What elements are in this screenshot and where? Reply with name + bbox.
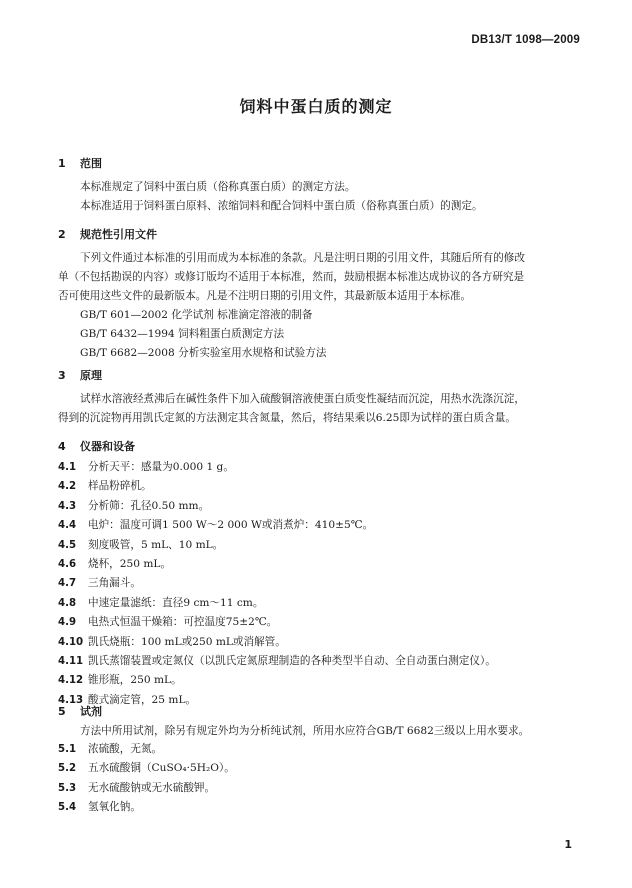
item-text: 分析天平：感量为0.000 1 g。	[88, 461, 234, 473]
list-item	[58, 574, 578, 593]
item-text: 烧杯，250 mL。	[88, 558, 172, 571]
section-number: 2	[58, 228, 66, 241]
item-text: 氢氧化钠。	[88, 801, 141, 814]
item-number: 4.13	[58, 694, 84, 706]
item-number: 4.9	[58, 617, 77, 629]
section-2-heading	[58, 226, 157, 242]
item-number: 4.4	[58, 520, 77, 532]
item-text: 分析筛：孔径0.50 mm。	[88, 499, 210, 512]
item-number: 4.6	[58, 559, 77, 571]
section-title: 规范性引用文件	[80, 228, 157, 241]
reagent-list	[58, 740, 578, 818]
reference-item: GB/T 601—2002 化学试剂 标准滴定溶液的制备	[80, 309, 313, 321]
list-item	[58, 555, 578, 574]
page-number: 1	[564, 838, 572, 851]
section-3-heading	[58, 367, 102, 383]
list-item	[58, 779, 578, 798]
item-number: 4.7	[58, 578, 77, 590]
item-text: 酸式滴定管，25 mL。	[88, 693, 197, 706]
section-1-heading	[58, 155, 102, 171]
section-5-body	[58, 722, 558, 741]
item-text: 电炉：温度可调1 500 W～2 000 W或消煮炉：410±5℃。	[88, 519, 374, 532]
list-item	[58, 759, 578, 778]
section-title: 范围	[80, 157, 102, 170]
section-number: 4	[58, 440, 66, 453]
list-item	[58, 652, 578, 671]
item-text: 凯氏烧瓶：100 mL或250 mL或消解管。	[88, 635, 286, 648]
paragraph-line: 试样水溶液经煮沸后在碱性条件下加入硫酸铜溶液使蛋白质变性凝结而沉淀，用热水洗涤沉淀，	[80, 393, 525, 405]
list-item	[58, 497, 578, 516]
list-item	[58, 516, 578, 535]
paragraph-line: 本标准适用于饲料蛋白原料、浓缩饲料和配合饲料中蛋白质（俗称真蛋白质）的测定。	[80, 200, 483, 212]
list-item	[58, 671, 578, 690]
item-text: 三角漏斗。	[88, 577, 141, 590]
item-text: 刻度吸管，5 mL、10 mL。	[88, 538, 224, 551]
paragraph-line: 本标准规定了饲料中蛋白质（俗称真蛋白质）的测定方法。	[80, 181, 356, 193]
reference-item: GB/T 6432—1994 饲料粗蛋白质测定方法	[80, 328, 285, 340]
paragraph-line: 单（不包括勘误的内容）或修订版均不适用于本标准，然而，鼓励根据本标准达成协议的各方研究是	[58, 271, 525, 283]
list-item	[58, 594, 578, 613]
list-item	[58, 798, 578, 817]
item-text: 中速定量滤纸：直径9 cm～11 cm。	[88, 596, 264, 609]
item-number: 4.2	[58, 481, 77, 493]
reference-item: GB/T 6682—2008 分析实验室用水规格和试验方法	[80, 347, 327, 359]
list-item	[58, 458, 578, 477]
item-text: 样品粉碎机。	[88, 480, 152, 493]
list-item	[58, 633, 578, 652]
section-5-heading	[58, 703, 102, 719]
item-number: 5.3	[58, 782, 77, 794]
standard-code: DB13/T 1098—2009	[471, 34, 580, 46]
paragraph-line: 得到的沉淀物再用凯氏定氮的方法测定其含氮量，然后，将结果乘以6.25即为试样的蛋白质含量。	[58, 412, 516, 424]
item-text: 五水硫酸铜（CuSO₄·5H₂O）。	[88, 762, 235, 775]
item-text: 电热式恒温干燥箱：可控温度75±2℃。	[88, 616, 278, 629]
section-4-heading	[58, 438, 135, 454]
equipment-list	[58, 458, 578, 710]
item-number: 5.2	[58, 763, 77, 775]
item-text: 锥形瓶，250 mL。	[88, 674, 182, 687]
list-item	[58, 613, 578, 632]
item-text: 凯氏蒸馏装置或定氮仪（以凯氏定氮原理制造的各种类型半自动、全自动蛋白测定仪）。	[88, 655, 496, 668]
section-title: 试剂	[80, 705, 102, 718]
paragraph-line: 下列文件通过本标准的引用而成为本标准的条款。凡是注明日期的引用文件，其随后所有的修改	[80, 252, 525, 264]
list-item	[58, 740, 578, 759]
section-number: 3	[58, 369, 66, 382]
item-number: 5.4	[58, 802, 77, 814]
list-item	[58, 477, 578, 496]
section-number: 1	[58, 157, 66, 170]
section-title: 原理	[80, 369, 102, 382]
section-title: 仪器和设备	[80, 440, 135, 453]
item-number: 5.1	[58, 744, 77, 755]
item-text: 浓硫酸，无氮。	[88, 743, 163, 755]
item-number: 4.10	[58, 636, 84, 648]
list-item	[58, 536, 578, 555]
section-1-body	[80, 178, 580, 216]
item-number: 4.1	[58, 462, 77, 473]
section-3-body	[58, 390, 558, 428]
item-number: 4.5	[58, 539, 77, 551]
item-text: 无水硫酸钠或无水硫酸钾。	[88, 781, 216, 794]
section-2-body	[58, 249, 558, 363]
item-number: 4.11	[58, 656, 84, 668]
item-number: 4.3	[58, 500, 77, 512]
item-number: 4.8	[58, 597, 77, 609]
item-number: 4.12	[58, 675, 84, 687]
section-number: 5	[58, 705, 66, 718]
paragraph-line: 否可使用这些文件的最新版本。凡是不注明日期的引用文件，其最新版本适用于本标准。	[58, 290, 472, 302]
document-title: 饲料中蛋白质的测定	[239, 97, 393, 116]
paragraph-line: 方法中所用试剂，除另有规定外均为分析纯试剂，所用水应符合GB/T 6682三级以上用水要求。	[80, 725, 530, 737]
list-item	[58, 691, 578, 710]
